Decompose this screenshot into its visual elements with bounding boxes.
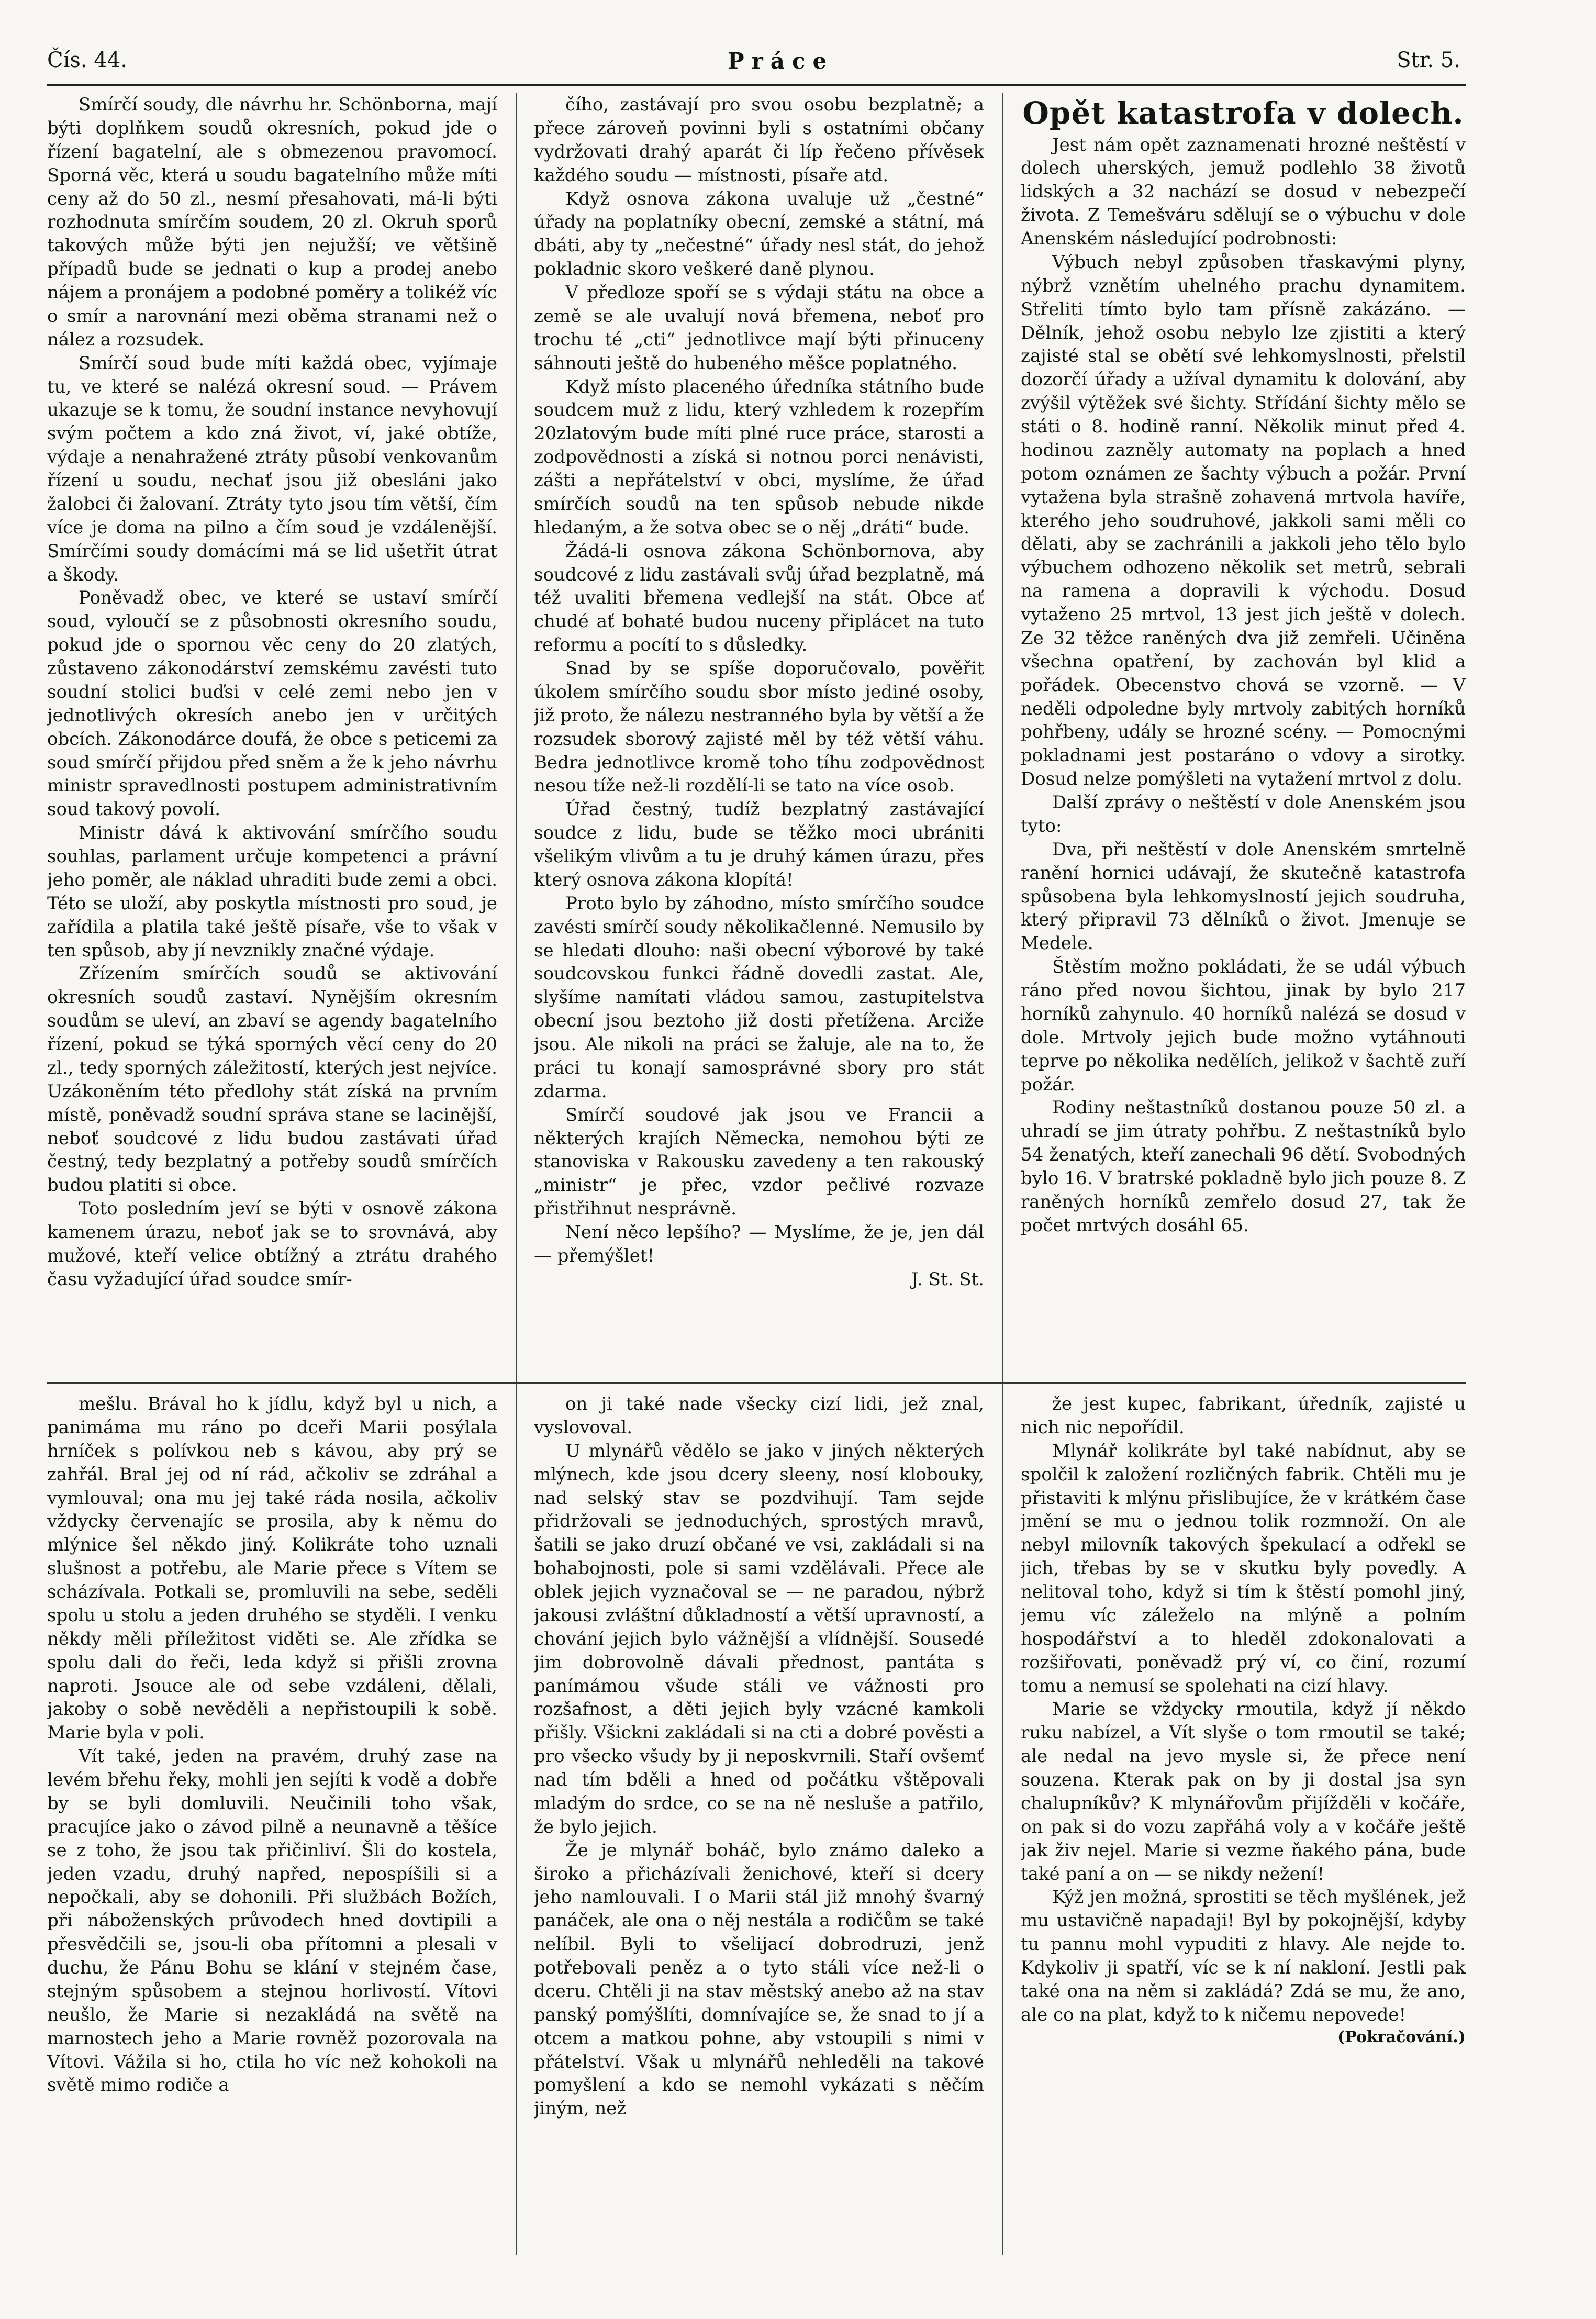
masthead-title: Práce [728, 48, 834, 74]
paragraph: čího, zastávají pro svou osobu bezplatně; a přece zároveň povinni byli s ostatními občany vydržovati drahý aparát či líp řečeno přívěsek každého soudu — místnosti, písaře atd. [534, 94, 984, 186]
feuilleton-col1 [47, 1392, 497, 2256]
column-divider [1002, 93, 1003, 2255]
paragraph: Proto bylo by záhodno, místo smírčího soudce zavésti smírčí soudy několikačlenné. Nemusilo by se hledati dlouho: naši obecní výborové by také soudcovskou funkci řádně dovedli zastat. Ale, slyšíme namítati vládou samou, zastupitelstva obecní jsou beztoho již dosti přetížena. Arciže jsou. Ale nikoli na práci se žaluje, ale na to, že práci tu konají samosprávné sbory pro stát zdarma. [534, 893, 984, 1102]
paragraph: Smírčí soud bude míti každá obec, vyjímaje tu, ve které se nalézá okresní soud. — Právem ukazuje se k tomu, že soudní instance nevyhovují svým počtem a kdo zná život, ví, jaké obtíže, výdaje a nenahražené ztráty působí venkovanům řízení u soudu, nechať jsou již obesláni jako žalobci či žalovaní. Ztráty tyto jsou tím větší, čím více je doma na pilno a čím soud je vzdálenější. Smírčími soudy domácími má se lid ušetřit útrat a škody. [47, 352, 497, 585]
column-divider [516, 93, 517, 2255]
page-number: Str. 5. [1397, 48, 1460, 72]
feuilleton-rule [47, 1382, 1466, 1384]
paragraph: Štěstím možno pokládati, že se udál výbuch ráno před novou šichtou, jinak by bylo 217 horníků zahynulo. 40 horníků nalézá se dosud v dole. Mrtvoly jejich bude možno vytáhnouti teprve po několika nedělích, jelikož v šachtě zuří požár. [1021, 956, 1466, 1095]
paragraph: Jest nám opět zaznamenati hrozné neštěstí v dolech uherských, jemuž podlehlo 38 životů lidských a 32 nachází se dosud v nebezpečí života. Z Temešváru sdělují se o výbuchu v dole Anenském následující podrobnosti: [1021, 134, 1466, 250]
paragraph: Zřízením smírčích soudů se aktivování okresních soudů zastaví. Nynějším okresním soudům se uleví, an zbaví se agendy bagatelního řízení, pokud se týká sporných věcí ceny do 20 zl., tedy sporných záležitostí, kterých jest nejvíce. Uzákoněním této předlohy stát získá na prvním místě, poněvadž soudní správa stane se lacinější, neboť soudcové z lidu budou zastávati úřad čestný, tedy bezplatný a potřeby soudů smírčích budou platiti si obce. [47, 963, 497, 1196]
page-header [47, 48, 1460, 85]
paragraph: Toto posledním jeví se býti v osnově zákona kamenem úrazu, neboť jak se to srovnává, aby mužové, kteří velice obtížný a ztrátu drahého času vyžadující úřad soudce smír- [47, 1198, 497, 1290]
feuilleton-col2 [534, 1392, 984, 2256]
paragraph: Mlynář kolikráte byl také nabídnut, aby se spolčil k založení rozličných fabrik. Chtěli mu je přistaviti k mlýnu přislibujíce, že v krátkém čase jmění se mu o jednou tolik rozmnoží. On ale nebyl milovník takových špekulací a odřekl se jich, třebas by se v skutku byly povedly. A nelitoval toho, když si tím k štěstí pomohl jiný, jemu víc záleželo na mlýně a polním hospodářství a to hleděl zdokonalovati a rozšiřovati, poněvadž prý ví, co činí, rozumí tomu a nemusí se spolehati na cizí hlavy. [1021, 1440, 1466, 1697]
paragraph: Dva, při neštěstí v dole Anenském smrtelně ranění hornici udávají, že skutečně katastrofa spůsobena byla lehkomyslností jejich soudruha, který připravil 73 dělníků o život. Jmenuje se Medele. [1021, 839, 1466, 954]
article-katastrofa [1021, 93, 1466, 1376]
paragraph: Rodiny neštastníků dostanou pouze 50 zl. a uhradí se jim útraty pohřbu. Z neštastníků bylo 54 ženatých, kteří zanechali 96 dětí. Svobodných bylo 16. V bratrské pokladně bylo jich pouze 8. Z raněných horníků zemřelo dosud 27, tak že počet mrtvých dosáhl 65. [1021, 1097, 1466, 1236]
paragraph: Marie se vždycky rmoutila, když jí někdo ruku nabízel, a Vít slyše o tom rmoutil se také; ale nedal na jevo mysle si, že přece není souzena. Kterak pak on by ji dostal jsa syn chalupníkův? K mlynářovům přijížděli v kočáře, on pak si do vozu zapřáhá voly a v kočáře ještě jak živ nejel. Marie si vezme ňakého pána, bude také paní a on — se nikdy nežení! [1021, 1699, 1466, 1885]
paragraph: Smírčí soudové jak jsou ve Francii a některých krajích Německa, nemohou býti ze stanoviska v Rakousku zavedeny a ten rakouský „ministr“ je přec, vzdor pečlivé rozvaze přistřihnut nesprávně. [534, 1104, 984, 1220]
paragraph: mešlu. Brával ho k jídlu, když byl u nich, a panimáma mu ráno po dceři Marii posýlala hrníček s polívkou neb s kávou, aby prý se zahřál. Bral jej od ní rád, ačkoliv se zdráhal a vymlouval; ona mu jej také ráda nosila, ačkoliv vždycky červenajíc se prosila, aby k němu do mlýnice šel někdo jiný. Kolikráte toho uznali slušnost a potřebu, ale Marie přece s Vítem se scházívala. Potkali se, promluvili na sebe, seděli spolu u stolu a jeden druhého se styděli. I venku někdy měli příležitost viděti se. Ale zřídka se spolu dali do řeči, leda když si přišli zrovna naproti. Jsouce ale od sebe vzdáleni, dělali, jakoby o sobě nevěděli a nepřistoupili k sobě. Marie byla v poli. [47, 1393, 497, 1744]
paragraph: Snad by se spíše doporučovalo, pověřit úkolem smírčího soudu sbor místo jediné osoby, již proto, že nálezu nestranného byla by větší a že rozsudek sborový zajisté měl by též větší váhu. Bedra jednotlivce kromě toho tíhu zodpovědnost nesou tíže než-li rozdělí-li se tato na více osob. [534, 658, 984, 797]
paragraph: Kýž jen možná, sprostiti se těch myšlének, jež mu ustavičně napadaji! Byl by pokojnější, kdyby tu pannu mohl vypuditi z hlavy. Ale nejde to. Kdykoliv ji spatří, víc se k ní nakloní. Jestli pak také ona na něm si zakládá? Zdá se mu, že ano, ale co na plat, když to k ničemu nepovede! [1021, 1887, 1466, 2025]
paragraph: Když osnova zákona uvaluje už „čestné“ úřady na poplatníky obecní, zemské a státní, má dbáti, aby ty „nečestné“ úřady nesl stát, do jehož pokladnic skoro veškeré daně plynou. [534, 188, 984, 280]
issue-number: Čís. 44. [47, 48, 127, 72]
paragraph: V předloze spoří se s výdaji státu na obce a země se ale uvalují nová břemena, neboť pro trochu té „cti“ jednotlivce mají býti přinuceny sáhnouti ještě do hubeného měšce poplatného. [534, 282, 984, 374]
feuilleton-col3 [1021, 1392, 1466, 2256]
paragraph: Smírčí soudy, dle návrhu hr. Schönborna, mají býti doplňkem soudů okresních, pokud jde o řízení bagatelní, ale s obmezenou pravomocí. Sporná věc, která u soudu bagatelního může míti ceny až do 50 zl., nesmí přesahovati, má-li býti rozhodnuta smírčím soudem, 20 zl. Okruh sporů takových může býti jen nejužší; ve většině případů bude se jednati o kup a prodej anebo nájem a pronájem a podobné poměry a tolikéž víc o smír a narovnání mezi oběma stranami než o nález a rozsudek. [47, 94, 497, 350]
author-signature: J. St. St. [911, 1268, 984, 1290]
paragraph: Není něco lepšího? — Myslíme, že je, jen dál — přemýšlet! [534, 1222, 984, 1266]
paragraph: Úřad čestný, tudíž bezplatný zastávající soudce z lidu, bude se těžko moci ubrániti všelikým vlivům a tu je druhý kámen úrazu, přes který osnova zákona klopítá! [534, 799, 984, 890]
paragraph: Výbuch nebyl způsoben třaskavými plyny, nýbrž vznětím uhelného prachu dynamitem. Střeliti tímto bylo tam přísně zakázáno. — Dělník, jehož osobu nebylo lze zjistiti a který zajisté stal se obětí své lehkomyslnosti, přelstil dozorčí úřady a užíval dynamitu k dolování, aby zvýšil výtěžek své šichty. Střídání šichty mělo se státi o 8. hodině ranní. Několik minut před 4. hodinou zazněly automaty na poplach a hned potom oznámen ze šachty výbuch a požár. První vytažena byla strašně zohavená mrtvola havíře, kterého jeho soudruhové, jakkoli sami měli co dělati, aby se zachránili a jakkoli jeho tělo bylo výbuchem odhozeno několik set metrů, sebrali na ramena a dopravili k východu. Dosud vytaženo 25 mrtvol, 13 jest jich ještě v dolech. Ze 32 těžce raněných dva již zemřeli. Učiněna všechna opatření, by zachován byl klid a pořádek. Obecenstvo chová se vzorně. — V neděli odpoledne byly mrtvoly zabitých horníků pohřbeny, udály se hrozné scény. — Pomocnými pokladnami jest postaráno o vdovy a sirotky. Dosud nelze pomýšleti na vytažení mrtvol z dolu. [1021, 251, 1466, 790]
paragraph: on ji také nade všecky cizí lidi, jež znal, vyslovoval. [534, 1393, 984, 1438]
article-smirci-soudy-col1 [47, 93, 497, 1376]
paragraph: Žádá-li osnova zákona Schönbornova, aby soudcové z lidu zastávali svůj úřad bezplatně, má též uvaliti břemena vedlejší na stát. Obce ať chudé ať bohaté budou nuceny připlácet na tuto reformu a pocítí to s důsledky. [534, 540, 984, 656]
article-smirci-soudy-col2 [534, 93, 984, 1376]
paragraph: Když místo placeného úředníka státního bude soudcem muž z lidu, který vzhledem k rozepřím 20zlatovým bude míti plné ruce práce, starosti a zodpovědnosti a získá si notnou porci nenávisti, zášti a nepřátelství v obci, myslíme, že úřad smírčích soudů na ten spůsob nebude nikde hledaným, a že sotva obec se o něj „dráti“ bude. [534, 376, 984, 538]
paragraph: Další zprávy o neštěstí v dole Anenském jsou tyto: [1021, 792, 1466, 837]
paragraph: Ministr dává k aktivování smírčího soudu souhlas, parlament určuje kompetenci a právní jeho poměr, ale náklad uhraditi bude zemi a obci. Této se uloží, aby poskytla místnosti pro soud, je zařídila a platila také ještě písaře, vše to však v ten spůsob, aby jí nevznikly značné výdaje. [47, 822, 497, 961]
header-rule [47, 84, 1466, 86]
paragraph: Vít také, jeden na pravém, druhý zase na levém břehu řeky, mohli jen sejíti k vodě a dobře by se byli domluvili. Neučinili toho však, pracujíce jako o závod pilně a neunavně a těšíce se z toho, že jsou tak přičinliví. Šli do kostela, jeden vzadu, druhý napřed, nepospíšili si a nepočkali, aby se dohonili. Při službách Božích, při náboženských průvodech hned dovtipili a přesvědčili se, jsou-li oba přítomni a plesali v duchu, že Pánu Bohu se klání v stejném čase, stejným spůsobem a stejnou horlivostí. Vítovi neušlo, že Marie si nezakládá na světě na marnostech jeho a Marie rovněž pozorovala na Vítovi. Vážila si ho, ctila ho víc než kohokoli na světě mimo rodiče a [47, 1746, 497, 2096]
to-be-continued: (Pokračování.) [1337, 2027, 1466, 2046]
paragraph: Poněvadž obec, ve které se ustaví smírčí soud, vyloučí se z působnosti okresního soudu, pokud jde o spornou věc ceny do 20 zlatých, zůstaveno zákonodárství zemskému zavésti tuto soudní stolici buďsi v celé zemi nebo jen v jednotlivých okresích anebo jen v určitých obcích. Zákonodárce doufá, že obce s peticemi za soud smírčí přijdou před sněm a že k jeho návrhu ministr spravedlnosti postupem administrativním soud takový povolí. [47, 587, 497, 820]
paragraph: že jest kupec, fabrikant, úředník, zajisté u nich nic nepořídil. [1021, 1393, 1466, 1438]
paragraph: U mlynářů vědělo se jako v jiných některých mlýnech, kde jsou dcery sleeny, nosí klobouky, nad selský stav se pozdvihují. Tam sejde přidržovali se jednoduchých, sprostých mravů, šatili se jako druzí občané ve vsi, zakládali si na bohabojnosti, pole si sami vzdělávali. Přece ale oblek jejich vyznačoval se — ne paradou, nýbrž jakousi zvláštní důkladností a větší upravností, a chování jejich bylo vážnější a vlídnější. Sousedé jim dobrovolně dávali přednost, pantáta s panímámou všude stáli ve vážnosti pro rozšafnost, a děti jejich byly vzácné kamkoli přišly. Všickni zakládali si na cti a dobré pověsti a pro všecko všudy by ji neposkvrnili. Staří ovšemť nad tím bděli a hned od počátku vštěpovali mladým do srdce, co se na ně nesluše a patřilo, že bylo jejich. [534, 1440, 984, 1837]
paragraph: Že je mlynář boháč, bylo známo daleko a široko a přicházívali ženichové, kteří si dcery jeho namlouvali. I o Marii stál již mnohý švarný panáček, ale ona o něj nestála a rodičům se také nelíbil. Byli to všelijací dobrodruzi, jenž potřebovali peněz a o tyto stáli více než-li o dceru. Chtěli ji na stav městský anebo až na stav panský pomýšlíti, domnívajíce se, že snad to jí a otcem a matkou pohne, aby vstoupili s nimi v přátelství. Však u mlynářů nehleděli na takové pomyšlení a kdo se nemohl vykázati s něčím jiným, než [534, 1839, 984, 2120]
article-headline: Opět katastrofa v dolech. [1022, 95, 1464, 131]
